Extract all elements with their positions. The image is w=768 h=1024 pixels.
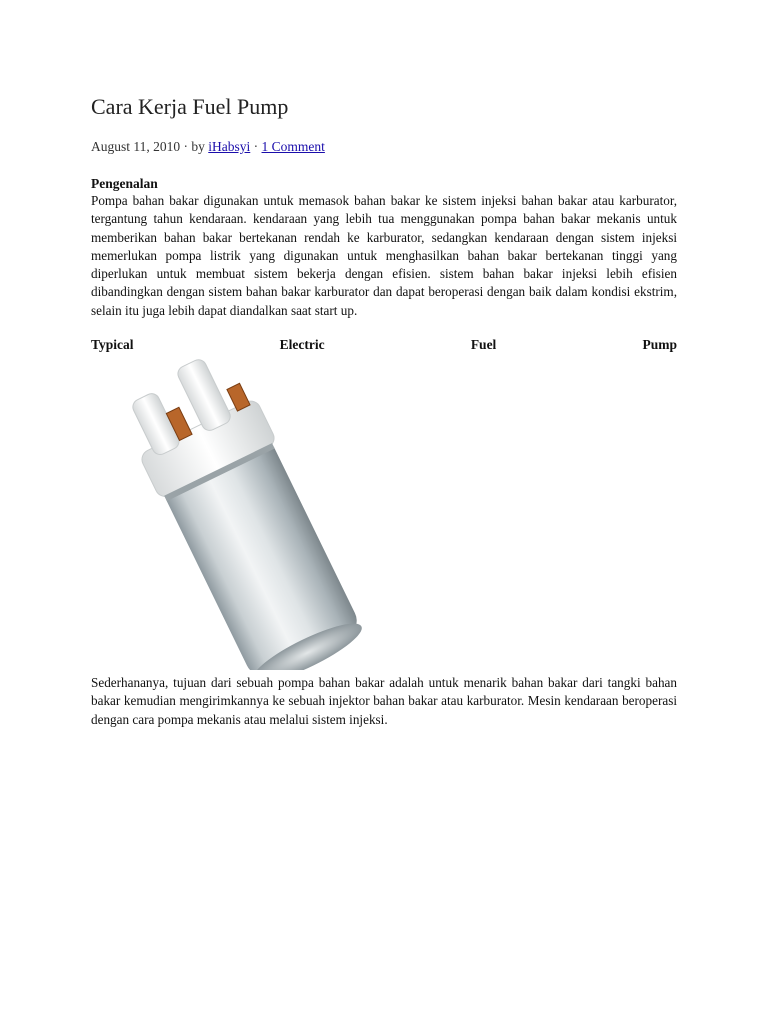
comments-link[interactable]: 1 Comment [261, 139, 325, 154]
article-title: Cara Kerja Fuel Pump [91, 94, 289, 119]
post-meta [91, 139, 325, 155]
caption-word: Typical [91, 337, 134, 352]
section-heading: Pengenalan [91, 176, 158, 191]
fuel-pump-illustration [91, 355, 436, 670]
caption-word: Fuel [470, 337, 497, 352]
meta-separator: · [250, 139, 262, 154]
fuel-pump-image [91, 355, 436, 670]
author-link[interactable]: iHabsyi [208, 139, 251, 154]
post-date: August 11, 2010 [91, 139, 181, 154]
caption-word: Electric [279, 337, 325, 352]
summary-paragraph: Sederhananya, tujuan dari sebuah pompa bahan bakar adalah untuk menarik bahan bakar dari tangki bahan bakar kemudian mengirimkannya ke sebuah injektor bahan bakar atau karburator. Mesin kendaraan beroperasi dengan cara pompa mekanis atau melalui sistem injeksi. [91, 675, 677, 727]
pump-body [112, 355, 372, 670]
meta-separator: · by [180, 139, 209, 154]
intro-paragraph: Pompa bahan bakar digunakan untuk memasok bahan bakar ke sistem injeksi bahan bakar atau karburator, tergantung tahun kendaraan. kendaraan yang lebih tua menggunakan pompa bahan bakar mekanis untuk memberikan bahan bakar bertekanan rendah ke karburator, sedangkan kendaraan dengan sistem injeksi memerlukan pompa listrik yang digunakan untuk menghasilkan bahan bakar bertekanan tinggi yang diperlukan untuk membuat sistem bekerja dengan efisien. sistem bahan bakar injeksi lebih efisien dibandingkan dengan sistem bahan bakar karburator dan dapat beroperasi dengan baik dalam kondisi ekstrim, selain itu juga lebih dapat diandalkan saat start up. [91, 193, 677, 318]
caption-word: Pump [642, 337, 677, 352]
figure-caption [91, 337, 677, 353]
